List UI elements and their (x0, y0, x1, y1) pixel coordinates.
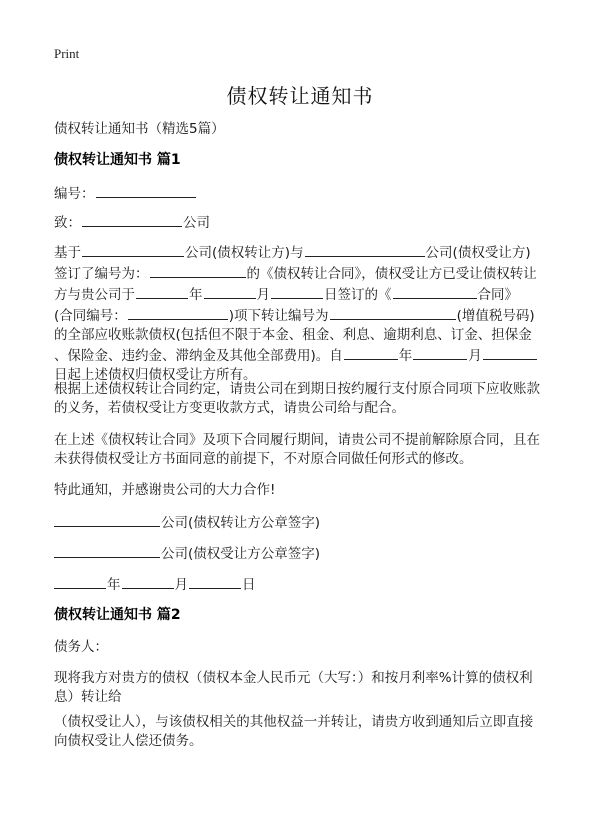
closing-line: 特此通知，并感谢贵公司的大力合作! (54, 482, 276, 498)
transferee-signature-row (54, 543, 320, 563)
number-blank (96, 183, 196, 198)
number-row (54, 183, 197, 203)
sign-month-blank (122, 574, 174, 589)
contract-number-blank (150, 263, 246, 278)
section-2-heading: 债权转让通知书 篇2 (54, 607, 181, 623)
debtor-label: 债务人： (54, 639, 108, 655)
s2-p1-line-2: 息）转让给 (54, 689, 122, 705)
p1-line-1 (54, 242, 544, 263)
text: 年 (107, 577, 121, 593)
p3-line-2: 未获得债权受让方书面同意的前提下，不对原合同做任何形式的修改。 (54, 451, 473, 467)
text: 月 (256, 287, 270, 303)
recipient-suffix: 公司 (183, 215, 210, 231)
year-blank (136, 284, 188, 299)
transferor-blank (82, 242, 184, 257)
p1-line-4 (54, 305, 544, 326)
p1-line-5: 的全部应收账款债权(包括但不限于本金、租金、利息、逾期利息、订金、担保金 (54, 327, 532, 343)
s2-p2-line-2: 向债权受让人偿还债务。 (54, 733, 203, 749)
original-contract-blank (393, 284, 477, 299)
print-link[interactable]: Print (54, 46, 80, 61)
month-blank (204, 284, 256, 299)
number-label: 编号： (54, 186, 95, 202)
transferor-signature-blank (54, 512, 160, 527)
recipient-blank (82, 212, 182, 227)
text: 合同》 (477, 287, 518, 303)
text: 月 (174, 577, 188, 593)
paragraph-no-termination (54, 431, 544, 469)
p2-line-2: 的义务，若债权受让方变更收款方式，请贵公司给与配合。 (54, 400, 405, 416)
recipient-label: 致： (54, 215, 81, 231)
p2-line-1: 根据上述债权转让合同约定，请贵公司在到期日按约履行支付原合同项下应收账款 (54, 381, 540, 397)
p1-line-3 (54, 284, 544, 305)
transfer-number-blank (330, 305, 456, 320)
text: 的《债权转让合同》，债权受让方已受让债权转让 (246, 266, 537, 282)
text: 公司(债权转让方)与 (185, 245, 304, 261)
text: 方与贵公司于 (54, 287, 135, 303)
sign-year-blank (54, 574, 106, 589)
text: 、保险金、违约金、滞纳金及其他全部费用)。自 (54, 348, 343, 364)
text: 年 (398, 348, 413, 364)
paragraph-repayment (54, 713, 544, 751)
p1-line-7: 日起上述债权归债权受让方所有。 (54, 367, 257, 383)
document-title: 债权转让通知书 (226, 84, 374, 108)
s2-p1-line-1: 现将我方对贵方的债权（债权本金人民币元（大写：）和按月利率%计算的债权利 (54, 670, 533, 686)
p3-line-1: 在上述《债权转让合同》及项下合同履行期间，请贵公司不提前解除原合同，且在 (54, 432, 540, 448)
text: (合同编号： (54, 308, 127, 324)
text: 公司(债权受让方公章签字) (161, 546, 321, 562)
p1-line-2 (54, 263, 544, 284)
text: 公司(债权受让方) (425, 245, 531, 261)
p1-line-6 (54, 345, 544, 366)
text: 公司(债权转让方公章签字) (161, 515, 321, 531)
section-1-heading: 债权转让通知书 篇1 (54, 152, 181, 168)
text: 日签订的《 (324, 287, 392, 303)
transferor-signature-row (54, 512, 320, 532)
text: 签订了编号为： (54, 266, 149, 282)
document-subtitle: 债权转让通知书（精选5篇） (54, 121, 225, 137)
transferee-blank (305, 242, 425, 257)
sign-day-blank (189, 574, 241, 589)
signature-date-row (54, 574, 256, 594)
s2-p2-line-1: （债权受让人），与该债权相关的其他权益一并转让，请贵方收到通知后立即直接 (54, 714, 534, 730)
text: 月 (468, 348, 482, 364)
effective-month-blank (413, 345, 467, 360)
recipient-row (54, 212, 210, 232)
text: (增值税号码) (456, 308, 535, 324)
text: 基于 (54, 245, 81, 261)
paragraph-payment-obligation (54, 380, 544, 418)
paragraph-transfer-basis (54, 242, 544, 385)
day-blank (271, 284, 323, 299)
transferee-signature-blank (54, 543, 160, 558)
effective-year-blank (344, 345, 398, 360)
effective-day-blank (483, 345, 537, 360)
text: 日 (242, 577, 256, 593)
text: 年 (189, 287, 203, 303)
paragraph-assignment (54, 669, 544, 707)
original-contract-number-blank (128, 305, 228, 320)
text: )项下转让编号为 (228, 308, 329, 324)
